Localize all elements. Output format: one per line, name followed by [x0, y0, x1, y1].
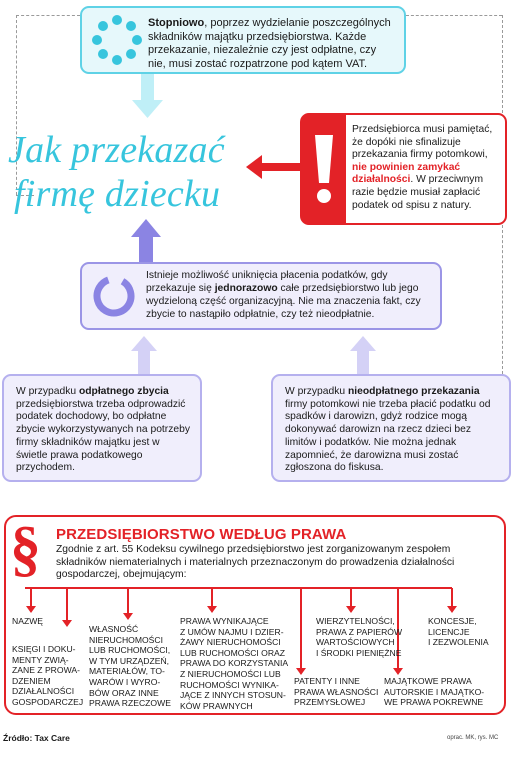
law-paragraph: Zgodnie z art. 55 Kodeksu cywilnego przedsiębiorstwo jest zorganizowanym zespołem składników niematerialnych i materialnych przeznaczonym do prowadzenia działalności gospodarczej, obejmującym: [56, 544, 455, 580]
warning-text: Przedsiębiorca musi pamiętać, że dopóki nie sfinalizuje przekazania firmy potomkowi, nie powinien zamykać działalności. W przeciwnym razie będzie musiał zapłacić podatek od spisu z natury. [352, 124, 493, 211]
paragraph-symbol-icon: § [10, 515, 41, 583]
law-item-copyrights: MAJĄTKOWE PRAWA AUTORSKIE I MAJĄTKO- WE PRAWA POKREWNE [384, 676, 485, 708]
ring-arrow-icon [90, 272, 138, 320]
arrow-left-shaft [138, 350, 150, 374]
info-box-free-transfer-text: W przypadku nieodpłatnego przekazania firmy potomkowi nie trzeba płacić podatku od spadków i darowizn, gdyż rodzice mogą dokonywać darowizn na rzecz dzieci bez limitów i podatków. Nie można jednak zapomnieć, że darowizna musi zostać zgłoszona do fiskusa. [285, 386, 491, 474]
law-heading: PRZEDSIĘBIORSTWO WEDŁUG PRAWA [56, 526, 347, 543]
info-box-free-transfer [271, 374, 511, 482]
info-box-one-time-text: Istnieje możliwość uniknięcia płacenia podatków, gdy przekazuje się jednorazowo całe przedsiębiorstwo lub jego wydzieloną część organizacyjną. Nie ma znaczenia fakt, czy zbycie to nastąpiło odpłatnie, czy też nieodpłatnie. [146, 270, 421, 320]
info-box-one-time [80, 262, 442, 330]
arrow-mid-shaft [139, 236, 153, 262]
arrow-right-shaft [357, 350, 369, 374]
law-item-name: NAZWĘ [12, 616, 44, 626]
info-box-paid-transfer-text: W przypadku odpłatnego zbycia przedsiębiorstwa trzeba odprowadzić podatek dochodowy, bo odpłatne zbycie wykorzystywanych na potrzeby firmy składników majątku jest w świetle prawa podatkowego przychodem. [16, 386, 190, 474]
cycle-dots-icon [91, 14, 143, 66]
arrow-top-shaft [141, 74, 154, 100]
arrow-top-head [132, 100, 163, 118]
info-box-paid-transfer [2, 374, 202, 482]
credits-note: oprac. MK, rys. MC [447, 735, 499, 741]
page-title: Jak przekazać firmę dziecku [8, 129, 225, 215]
law-item-lease-rights: PRAWA WYNIKAJĄCE Z UMÓW NAJMU I DZIER- ŻAWY NIERUCHOMOŚCI LUB RUCHOMOŚCI ORAZ PRAWA DO KORZYSTANIA Z NIERUCHOMOŚCI LUB RUCHOMOŚCI WYNIKA- JĄCE Z INNYCH STOSUN- KÓW PRAWNYCH [180, 616, 289, 711]
arrow-left-head [131, 336, 157, 351]
warning-strip [302, 115, 346, 223]
law-item-patents: PATENTY I INNE PRAWA WŁASNOŚCI PRZEMYSŁOWEJ [294, 676, 379, 708]
info-box-gradual [80, 6, 406, 74]
law-item-receivables: WIERZYTELNOŚCI, PRAWA Z PAPIERÓW WARTOŚCIOWYCH I ŚRODKI PIENIĘŻNE [316, 616, 403, 658]
info-box-gradual-text: Stopniowo, poprzez wydzielanie poszczególnych składników majątku przedsiębiorstwa. Każde przekazanie, niezależnie czy jest odpłatne, czy nie, musi zostać rozpatrzone pod kątem VAT. [148, 17, 391, 70]
warning-box [300, 113, 507, 225]
law-item-property: WŁASNOŚĆ NIERUCHOMOŚCI LUB RUCHOMOŚCI, W TYM URZĄDZEŃ, MATERIAŁÓW, TO- WARÓW I WYRO- BÓW ORAZ INNE PRAWA RZECZOWE [89, 624, 171, 709]
law-item-books: KSIĘGI I DOKU- MENTY ZWIĄ- ZANE Z PROWA- DZENIEM DZIAŁALNOŚCI GOSPODARCZEJ [12, 644, 84, 707]
exclamation-icon [311, 133, 337, 207]
source-note: Źródło: Tax Care [3, 733, 70, 743]
arrow-mid-head [131, 219, 161, 237]
law-item-licenses: KONCESJE, LICENCJE I ZEZWOLENIA [428, 616, 489, 648]
arrow-right-head [350, 336, 376, 351]
